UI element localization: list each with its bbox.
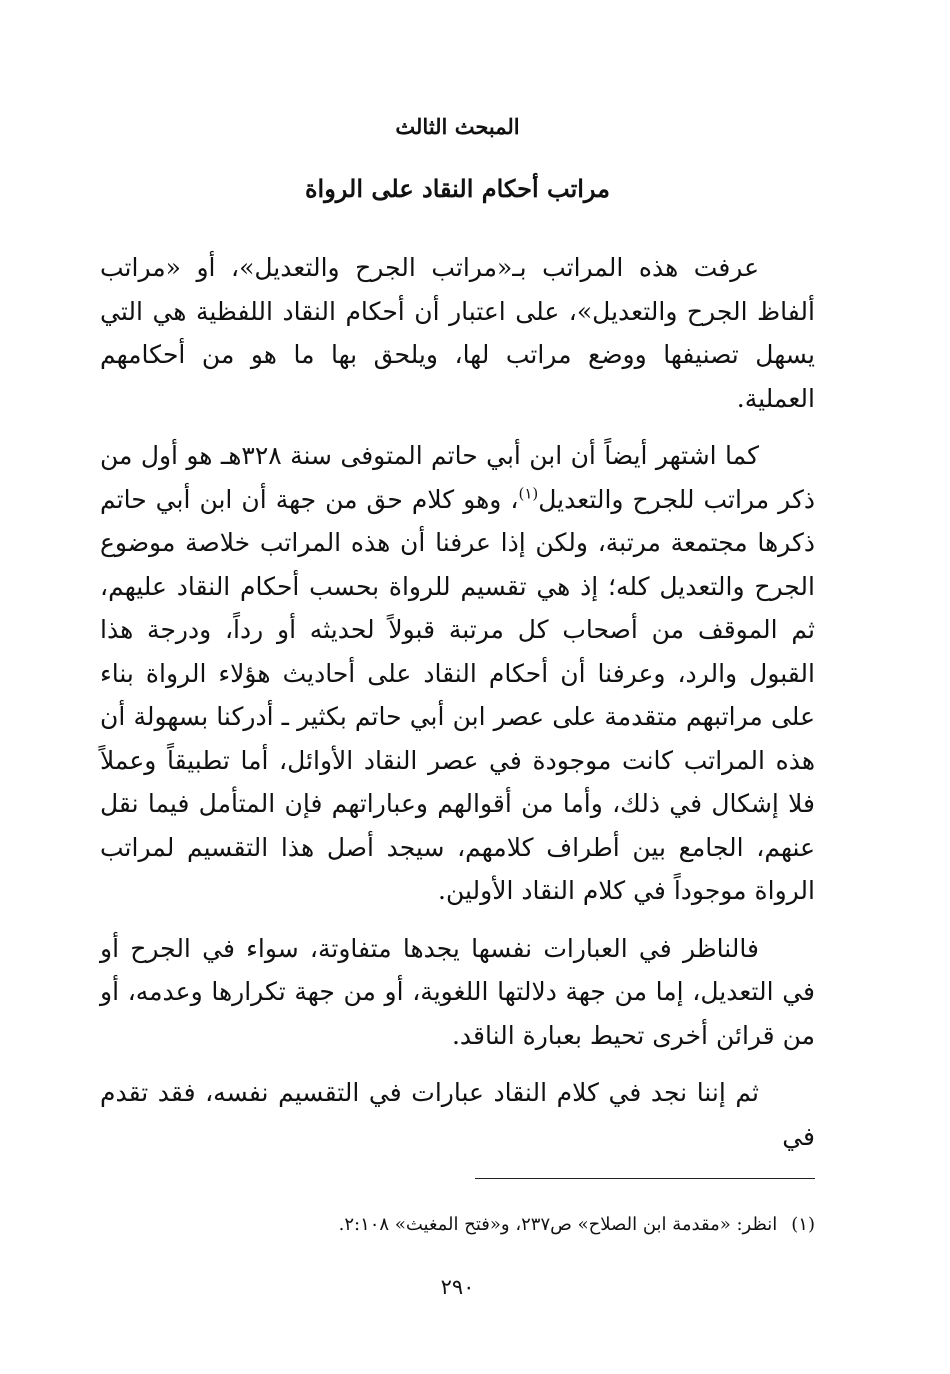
footnote xyxy=(100,1212,815,1238)
paragraph-1: عرفت هذه المراتب بـ«مراتب الجرح والتعديل»، أو «مراتب ألفاظ الجرح والتعديل»، على اعتبار أن أحكام النقاد اللفظية هي التي يسهل تصنيفها ووضع مراتب لها، ويلحق بها ما هو من أحكامهم العملية. xyxy=(100,253,815,413)
paragraph-2-part-2: ، وهو كلام حق من جهة أن ابن أبي حاتم ذكرها مجتمعة مرتبة، ولكن إذا عرفنا أن هذه المراتب خلاصة موضوع الجرح والتعديل كله؛ إذ هي تقسيم للرواة بحسب أحكام النقاد عليهم، ثم الموقف من أصحاب كل مرتبة قبولاً لحديثه أو رداً، ودرجة هذا القبول والرد، وعرفنا أن أحكام النقاد على أحاديث هؤلاء الرواة بناء على مراتبهم متقدمة على عصر ابن أبي حاتم بكثير ـ أدركنا بسهولة أن هذه المراتب كانت موجودة في عصر النقاد الأوائل، أما تطبيقاً وعملاً فلا إشكال في ذلك، وأما من أقوالهم وعباراتهم فإن المتأمل فيما نقل عنهم، الجامع بين أطراف كلامهم، سيجد أصل هذا التقسيم لمراتب الرواة موجوداً في كلام النقاد الأولين. xyxy=(100,484,815,905)
paragraph-3: فالناظر في العبارات نفسها يجدها متفاوتة، سواء في الجرح أو في التعديل، إما من جهة دلالتها اللغوية، أو من جهة تكرارها وعدمه، أو من قرائن أخرى تحيط بعبارة الناقد. xyxy=(100,933,815,1050)
paragraph-2-part-1: كما اشتهر أيضاً أن ابن أبي حاتم المتوفى سنة ٣٢٨هـ هو أول من ذكر مراتب للجرح والتعديل xyxy=(100,441,815,514)
footnote-divider xyxy=(475,1178,815,1179)
chapter-title: مراتب أحكام النقاد على الرواة xyxy=(304,174,611,203)
body-text xyxy=(100,246,815,1158)
footnote-reference[interactable]: (١) xyxy=(518,484,539,503)
section-title: المبحث الثالث xyxy=(395,114,520,139)
page-number: ٢٩٠ xyxy=(440,1275,475,1299)
footnote-number: (١) xyxy=(791,1214,815,1235)
footnote-text: انظر: «مقدمة ابن الصلاح» ص٢٣٧، و«فتح المغيث» ٢:١٠٨. xyxy=(338,1214,778,1235)
paragraph-2 xyxy=(100,434,815,913)
book-page xyxy=(100,0,815,1374)
paragraph-4: ثم إننا نجد في كلام النقاد عبارات في التقسيم نفسه، فقد تقدم في xyxy=(100,1078,815,1151)
